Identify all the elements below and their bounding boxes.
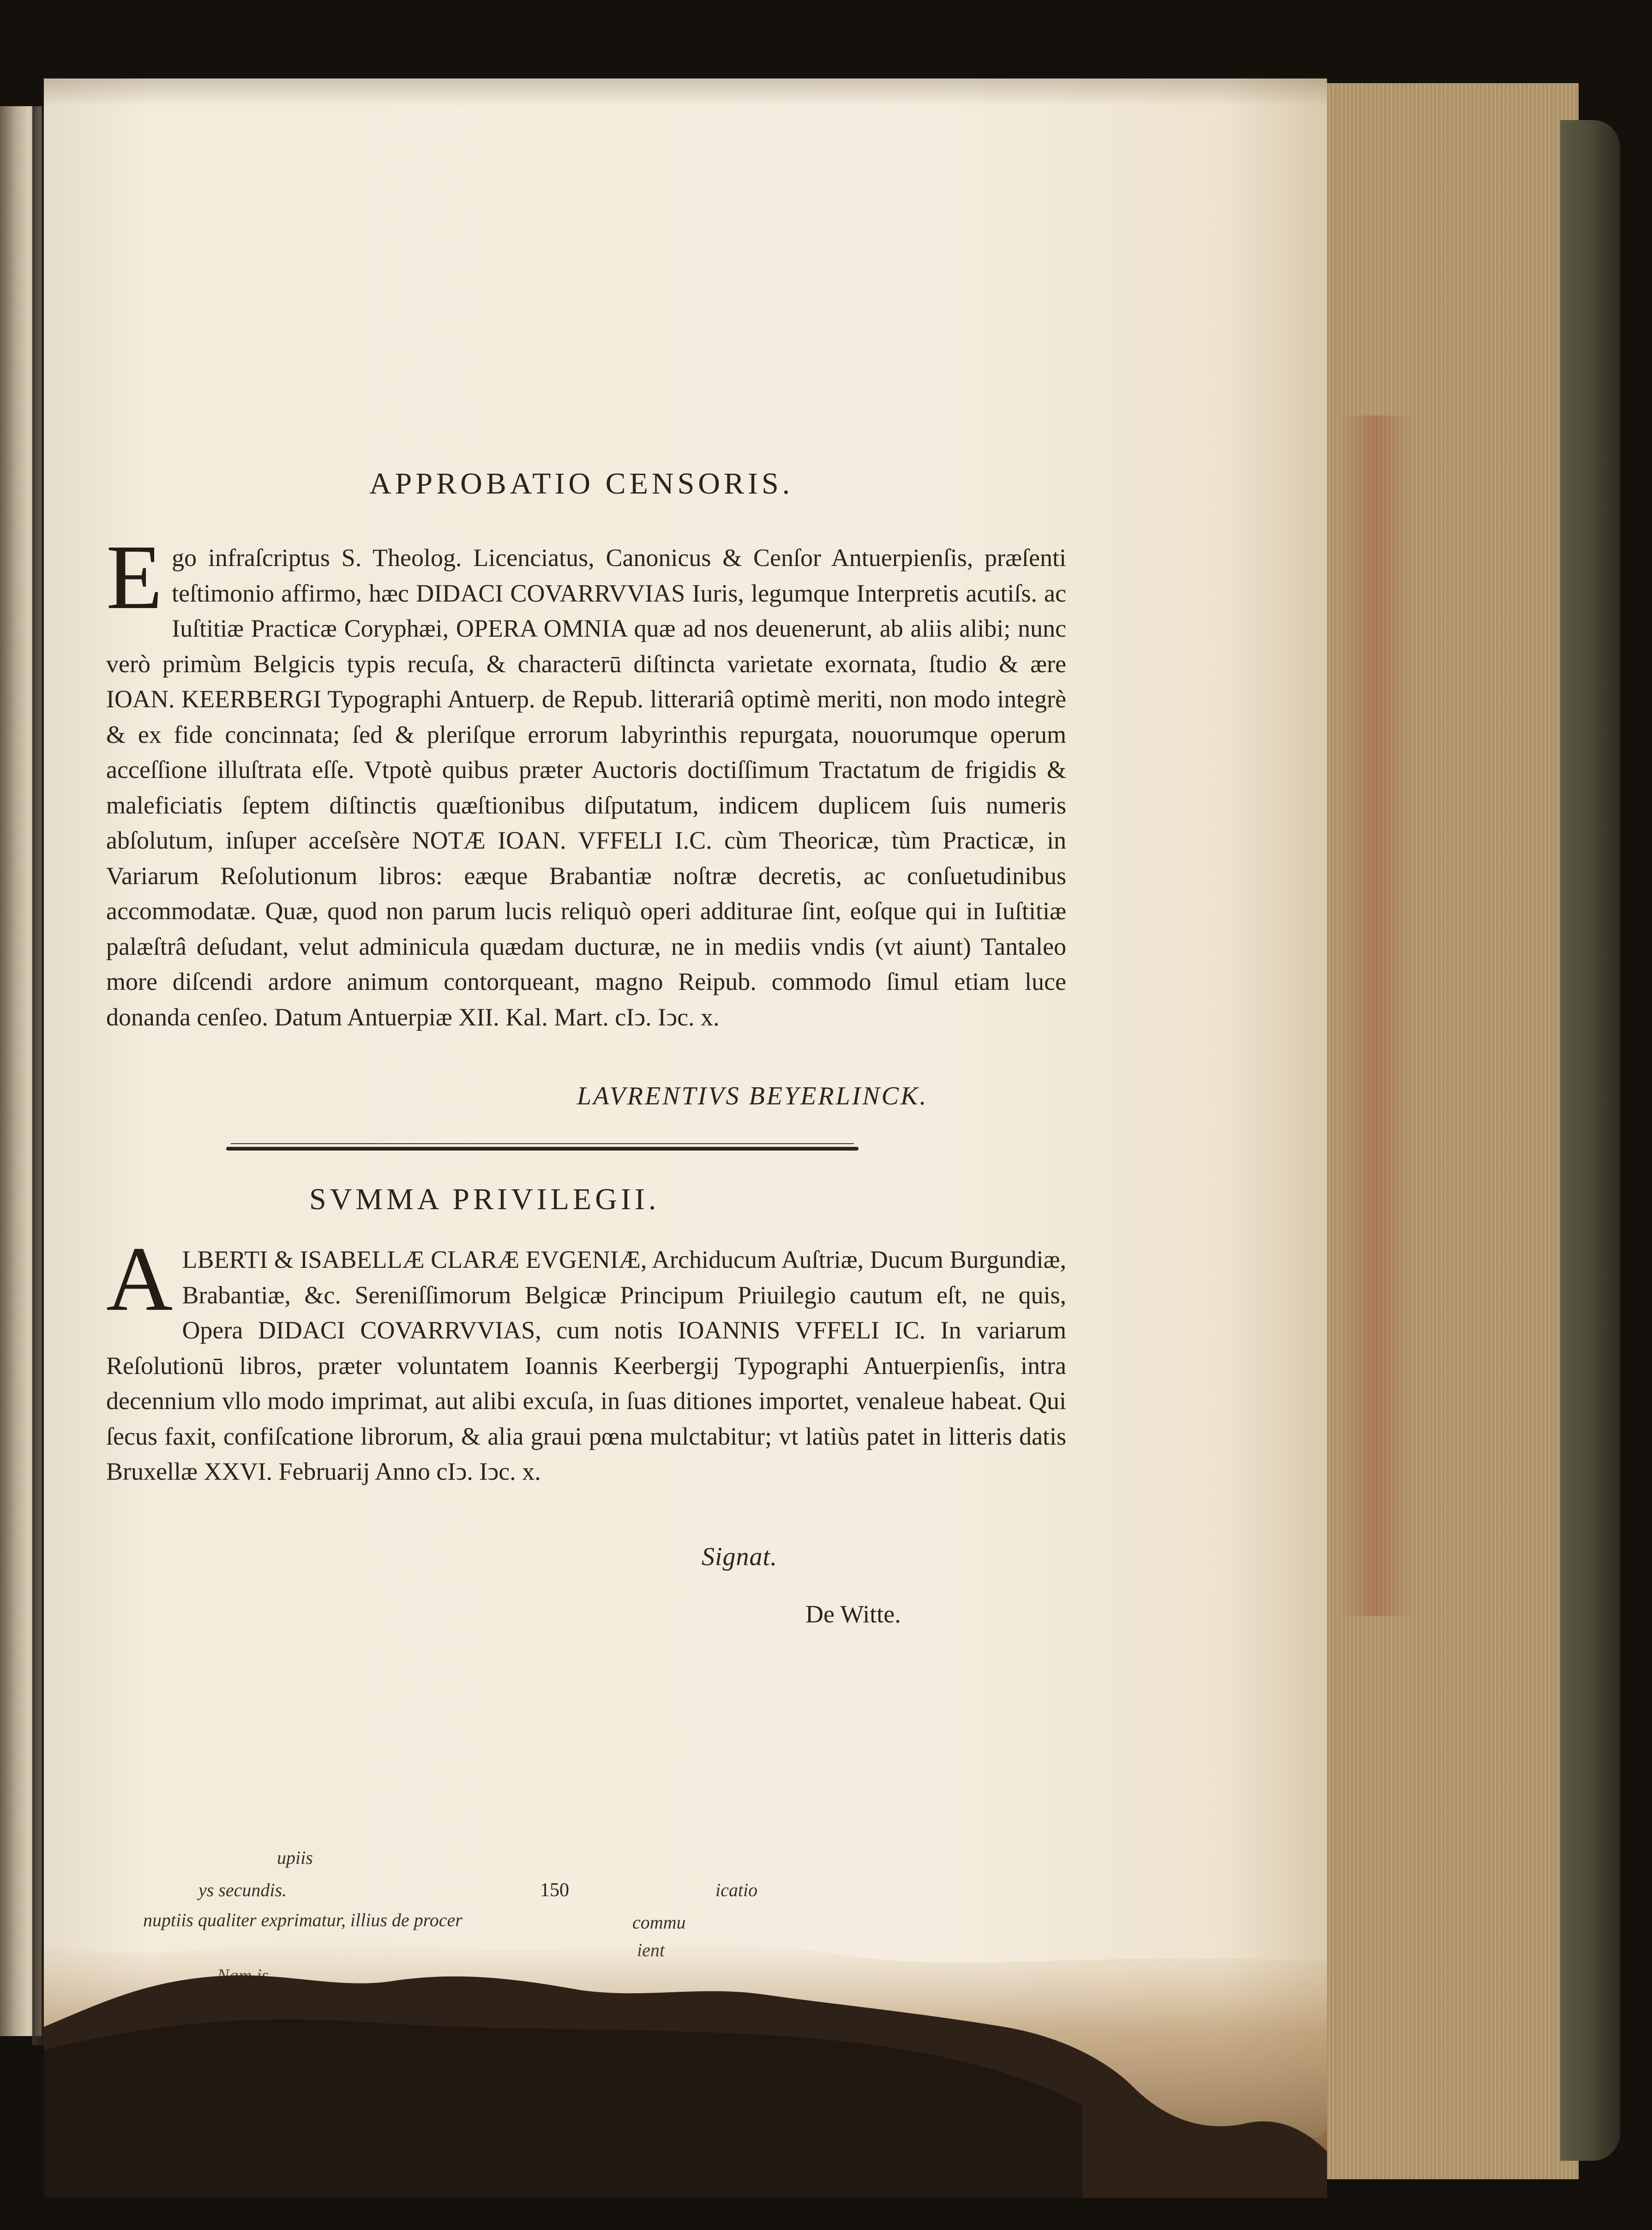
privilegium-paragraph [106,1228,1066,1489]
privilegium-body: LBERTI & ISABELLÆ CLARÆ EVGENIÆ, Archiducum Auſtriæ, Ducum Burgundiæ, Brabantiæ, &c. Sereniſſimorum Belgicæ Principum Priuilegio cautum eſt, ne quis, Opera DIDACI COVARRVVIAS, cum notis IOANNIS VFFELI IC. In variarum Reſolutionū libros, præter voluntatem Ioannis Keerbergij Typographi Antuerpienſis, intra decennium vllo modo imprimat, aut alibi excuſa, in ſuas ditiones importet, venaleue habeat. Qui ſecus faxit, confiſcatione librorum, & alia graui pœna mulctabitur; vt latiùs patet in litteris datis Bruxellæ XXVI. Februarij Anno cIↄ. Iↄc. x. [106,1246,1066,1485]
bleed-frag-right-2: commu [632,1912,686,1933]
page-top-shadow [44,78,1327,106]
signat-label: Signat. [702,1543,778,1571]
bleed-line-3: nuptiis qualiter exprimatur, illius de procer [143,1910,463,1930]
approbatio-dropcap: E [106,526,163,628]
bleed-page-number: 150 [540,1880,569,1901]
approbatio-paragraph [106,526,1066,1035]
signer-name: De Witte. [805,1600,901,1628]
divider-rule [226,1147,859,1151]
bleed-frag-right-1: icatio [715,1880,758,1900]
approbatio-body: go infraſcriptus S. Theolog. Licenciatus, Canonicus & Cenſor Antuerpienſis, præſenti teſtimonio affirmo, hæc DIDACI COVARRVVIAS Iuris, legumque Interpretis acutiſs. ac Iuſtitiæ Practicæ Coryphæi, OPERA OMNIA quæ ad nos deuenerunt, ab aliis alibi; nunc verò primùm Belgicis typis recuſa, & characterū diſtincta varietate exornata, ſtudio & ære IOAN. KEERBERGI Typographi Antuerp. de Repub. litterariâ optimè meriti, non modo integrè & ex fide concinnata; ſed & pleriſque errorum labyrinthis repurgata, nouorumque operum acceſſione illuſtrata eſſe. Vtpotè quibus præter Auctoris doctiſſimum Tractatum de frigidis & maleficiatis ſeptem diſtinctis quæſtionibus diſputatum, indicem duplicem ſuis numeris abſolutum, inſuper acceſsère NOTÆ IOAN. VFFELI I.C. cùm Theoricæ, tùm Practicæ, in Variarum Reſolutionum libros: eæque Brabantiæ noſtræ decretis, ac conſuetudinibus accommodatæ. Quæ, quod non parum lucis reliquò operi additurae ſint, eoſque qui in Iuſtitiæ palæſtrâ deſudant, velut adminicula quædam ducturæ, ne in mediis vndis (vt aiunt) Tantaleo more diſcendi ardore animum contorqueant, magno Reipub. commodo ſimul etiam luce donanda cenſeo. Datum Antuerpiæ XII. Kal. Mart. cIↄ. Iↄc. x. [106,544,1066,1031]
approbatio-title: APPROBATIO CENSORIS. [369,467,794,500]
divider-thin [231,1143,854,1144]
page-block-red-edge [1339,416,1412,1616]
charred-page-bottom [44,1874,1327,2198]
bleed-line-1: upiis [277,1847,313,1868]
book-cover [1560,120,1620,2161]
approbatio-signature: LAVRENTIVS BEYERLINCK. [577,1082,928,1110]
privilegium-dropcap: A [106,1228,173,1330]
bleed-line-2: ys secundis. [198,1880,287,1900]
privilegium-title: SVMMA PRIVILEGII. [309,1182,660,1216]
